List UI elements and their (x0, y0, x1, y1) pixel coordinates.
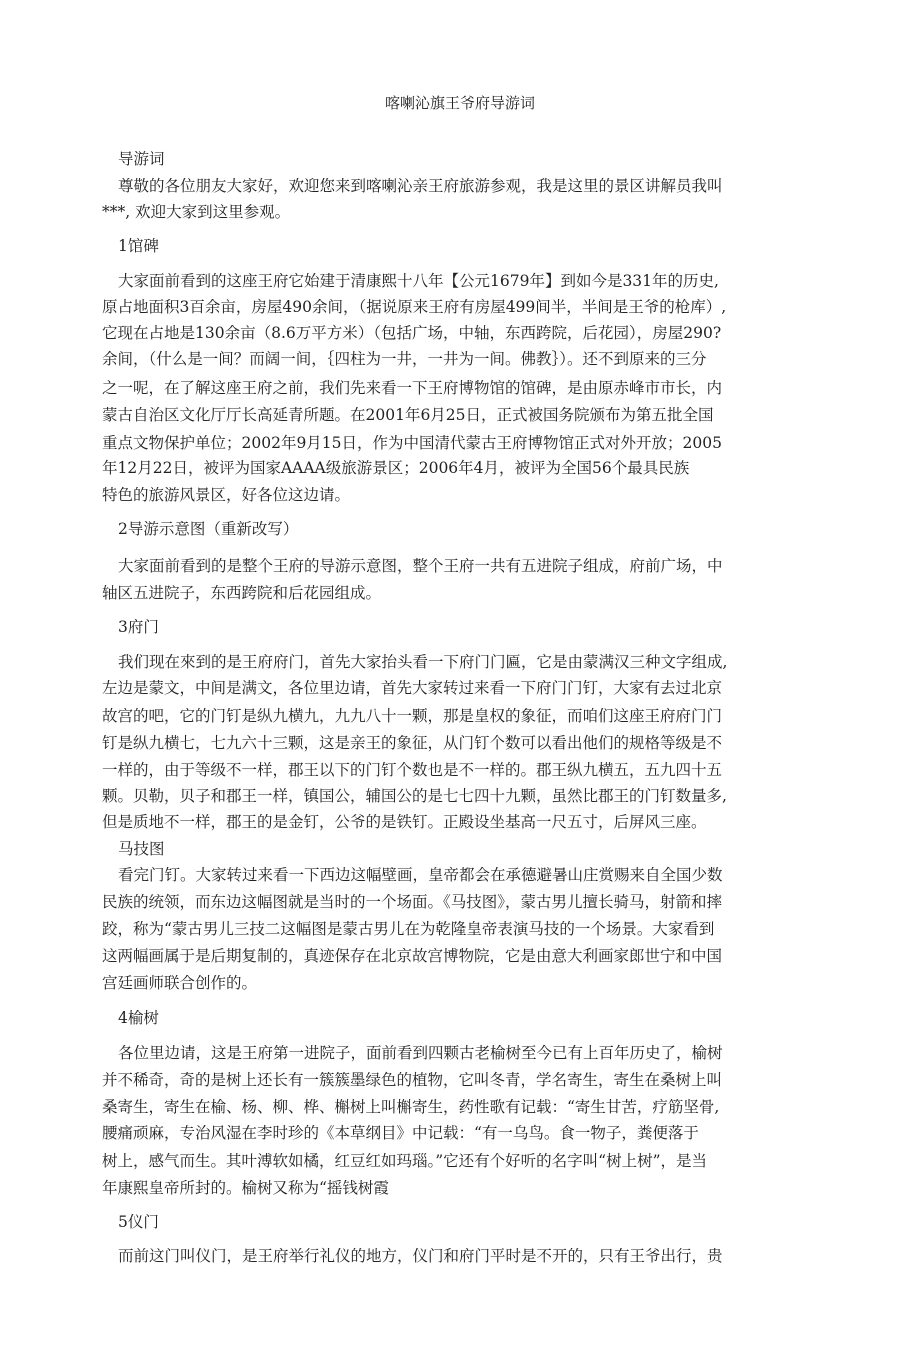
text-line: 树上，感气而生。其叶溥软如橘，红豆红如玛瑙。”它还有个好听的名字叫“树上树”，是当 (102, 1152, 708, 1170)
text-line: 宫廷画师联合创作的。 (102, 974, 258, 992)
text-line: 它现在占地是130余亩（8.6万平方米）（包括广场，中轴，东西跨院，后花园），房屋290? (102, 324, 722, 342)
text-line: 跤，称为“蒙古男儿三技二这幅图是蒙古男儿在为乾隆皇帝表演马技的一个场景。大家看到 (102, 920, 715, 938)
text-line: 一样的，由于等级不一样，郡王以下的门钉个数也是不一样的。郡王纵九横五，五九四十五 (102, 761, 723, 779)
text-line: 导游词 (118, 150, 165, 168)
page-title: 喀喇沁旗王爷府导游词 (384, 94, 535, 112)
text-line: 大家面前看到的这座王府它始建于清康熙十八年【公元1679年】到如今是331年的历史, (118, 272, 719, 290)
section-heading: 1馆碑 (118, 237, 159, 255)
section-heading: 2导游示意图（重新改写） (118, 520, 299, 538)
text-line: 民族的统领，而东边这幅图就是当时的一个场面。《马技图》，蒙古男儿擅长骑马，射箭和摔 (102, 893, 723, 911)
text-line: 蒙古自治区文化厅厅长高延青所题。在2001年6月25日，正式被国务院颁布为第五批全国 (102, 406, 714, 424)
section-heading: 4榆树 (118, 1009, 159, 1027)
text-line: 故宫的吧，它的门钉是纵九横九，九九八十一颗，那是皇权的象征，而咱们这座王府府门门 (102, 707, 723, 725)
text-line: 年12月22日，被评为国家AAAA级旅游景区；2006年4月，被评为全国56个最具民族 (102, 459, 690, 477)
text-line: 大家面前看到的是整个王府的导游示意图，整个王府一共有五进院子组成，府前广场，中 (118, 557, 723, 575)
text-line: 桑寄生，寄生在榆、杨、柳、桦、槲树上叫槲寄生，药性歌有记载：“寄生甘苦，疗筋坚骨, (102, 1098, 720, 1116)
text-line: 重点文物保护单位；2002年9月15日，作为中国清代蒙古王府博物馆正式对外开放；2005 (102, 434, 722, 452)
text-line: 颗。贝勒，贝子和郡王一样，镇国公，辅国公的是七七四十九颗，虽然比郡王的门钉数量多, (102, 787, 727, 805)
text-line: 看完门钉。大家转过来看一下西边这幅壁画，皇帝都会在承德避暑山庄赏赐来自全国少数 (118, 866, 723, 884)
text-line: 年康熙皇帝所封的。榆树又称为“摇钱树霞 (102, 1179, 389, 1197)
text-line: 但是质地不一样，郡王的是金钉，公爷的是铁钉。正殿设坐基高一尺五寸，后屏风三座。 (102, 813, 707, 831)
text-line: 并不稀奇，奇的是树上还长有一簇簇墨绿色的植物，它叫冬青，学名寄生，寄生在桑树上叫 (102, 1071, 723, 1089)
text-line: 轴区五进院子，东西跨院和后花园组成。 (102, 584, 382, 602)
text-line: 各位里边请，这是王府第一进院子，面前看到四颗古老榆树至今已有上百年历史了，榆树 (118, 1044, 723, 1062)
text-line: 特色的旅游风景区，好各位这边请。 (102, 486, 351, 504)
section-heading: 5仪门 (118, 1213, 159, 1231)
section-heading: 3府门 (118, 618, 159, 636)
text-line: 余间，（什么是一间？而阔一间，｛四柱为一井，一井为一间。佛教｝）。还不到原来的三分 (102, 350, 707, 368)
text-line: 腰痛顽麻，专治风湿在李时珍的《本草纲目》中记载：“有一乌鸟。食一物子，粪便落于 (102, 1124, 699, 1142)
section-heading: 马技图 (118, 840, 165, 858)
text-line: 左边是蒙文，中间是满文，各位里边请，首先大家转过来看一下府门门钉，大家有去过北京 (102, 679, 723, 697)
text-line: ***, 欢迎大家到这里参观。 (102, 203, 291, 221)
text-line: 我们现在來到的是王府府门，首先大家抬头看一下府门门匾，它是由蒙满汉三种文字组成, (118, 653, 728, 671)
text-line: 尊敬的各位朋友大家好，欢迎您来到喀喇沁亲王府旅游参观，我是这里的景区讲解员我叫 (118, 177, 723, 195)
text-line: 原占地面积3百余亩，房屋490余间，（据说原来王府有房屋499间半，半间是王爷的枪库）, (102, 298, 727, 316)
text-line: 而前这门叫仪门，是王府举行礼仪的地方，仪门和府门平时是不开的，只有王爷出行，贵 (118, 1247, 723, 1265)
text-line: 之一呢，在了解这座王府之前，我们先来看一下王府博物馆的馆碑，是由原赤峰市市长，内 (102, 379, 723, 397)
text-line: 钉是纵九横七，七九六十三颗，这是亲王的象征，从门钉个数可以看出他们的规格等级是不 (102, 734, 723, 752)
text-line: 这两幅画属于是后期复制的，真迹保存在北京故宫博物院，它是由意大利画家郎世宁和中国 (102, 947, 723, 965)
